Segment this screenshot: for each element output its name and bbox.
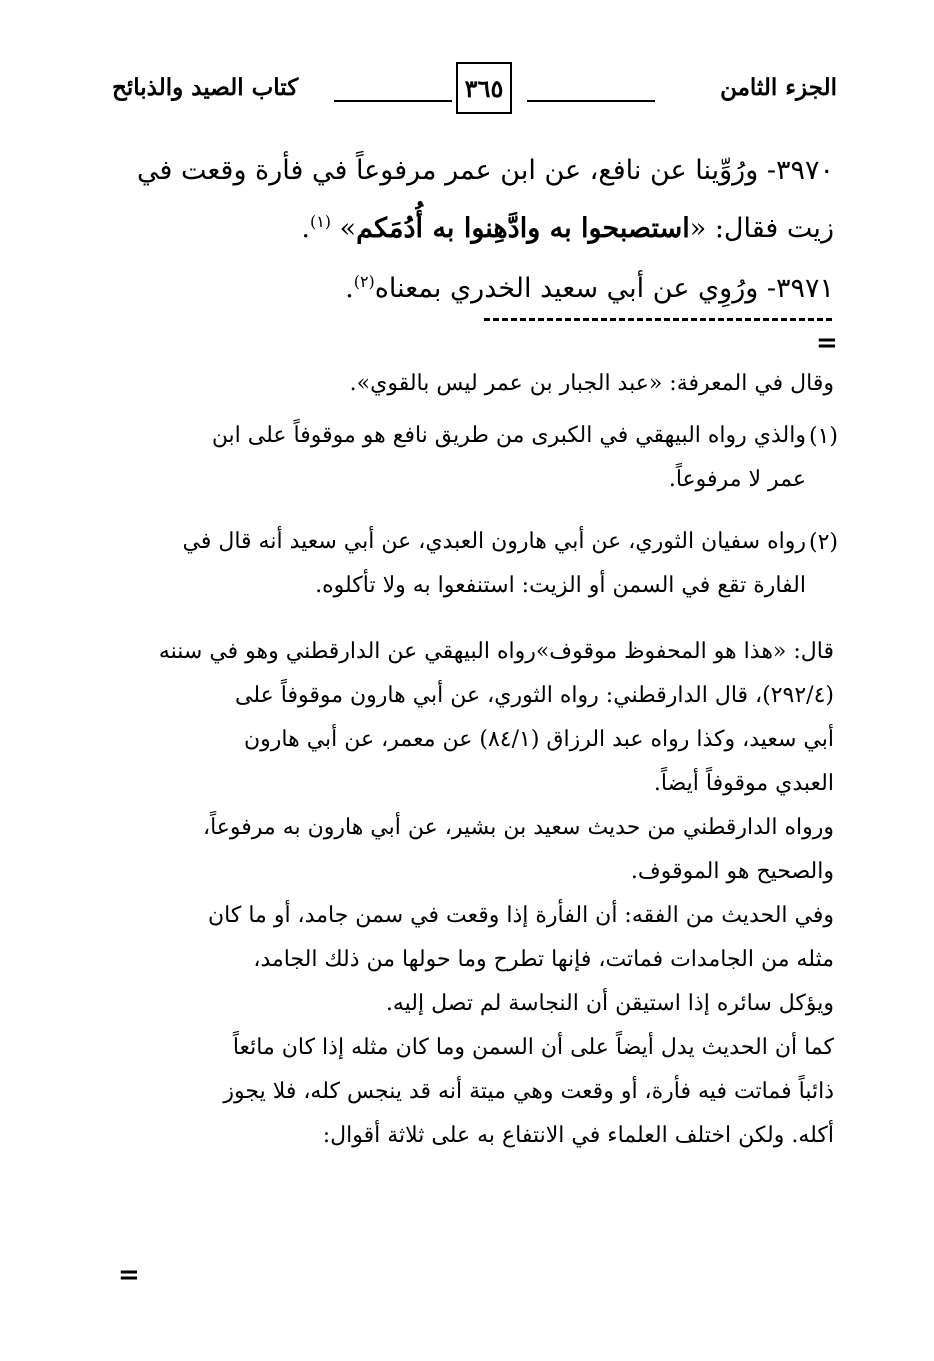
hadith-text: ورُوِّينا عن نافع، عن ابن عمر مرفوعاً في فأرة وقعت في bbox=[137, 155, 759, 186]
hadith-text: ورُوِي عن أبي سعيد الخدري بمعناه bbox=[374, 273, 759, 304]
footnote-line: ذائباً فماتت فيه فأرة، أو وقعت وهي ميتة أنه قد ينجس كله، فلا يجوز bbox=[223, 1079, 834, 1104]
footnote-separator bbox=[484, 318, 832, 321]
continuation-mark-bottom: = bbox=[118, 1260, 140, 1290]
hadith-end: . bbox=[345, 273, 354, 304]
footnote-1 bbox=[116, 414, 806, 502]
footnote-line: (٢٩٢/٤)، قال الدارقطني: رواه الثوري، عن أبي هارون موقوفاً على bbox=[235, 683, 834, 708]
footnote-line: ويؤكل سائره إذا استيقن أن النجاسة لم تصل إليه. bbox=[385, 991, 834, 1016]
hadith-text-prefix: زيت فقال: « bbox=[689, 213, 834, 244]
page-header bbox=[112, 62, 837, 118]
footnote-line: ورواه الدارقطني من حديث سعيد بن بشير، عن أبي هارون به مرفوعاً، bbox=[202, 815, 834, 840]
footnote-ref-1: (١) bbox=[309, 212, 332, 231]
footnote-line: كما أن الحديث يدل أيضاً على أن السمن وما كان مثله إذا كان مائعاً bbox=[232, 1035, 834, 1060]
continuation-mark-top: = bbox=[816, 328, 838, 358]
hadith-text-suffix: » bbox=[339, 213, 357, 244]
footnote-line: قال: «هذا هو المحفوظ موقوف»رواه البيهقي عن الدارقطني وهو في سننه bbox=[158, 639, 834, 664]
hadith-3970-line2 bbox=[114, 200, 834, 258]
footnote-line: وفي الحديث من الفقه: أن الفأرة إذا وقعت في سمن جامد، أو ما كان bbox=[208, 903, 834, 928]
footnote-line: عمر لا مرفوعاً. bbox=[668, 467, 806, 492]
footnote-ref-2: (٢) bbox=[353, 272, 375, 291]
footnote-line: مثله من الجامدات فماتت، فإنها تطرح وما حولها من ذلك الجامد، bbox=[253, 947, 834, 972]
footnote-2 bbox=[116, 520, 806, 608]
page-number-box bbox=[456, 62, 512, 114]
hadith-3970-line1 bbox=[114, 142, 834, 200]
hadith-3971 bbox=[114, 260, 834, 318]
hadith-number: ٣٩٧١- bbox=[766, 273, 834, 304]
footnote-intro: وقال في المعرفة: «عبد الجبار بن عمر ليس بالقوي». bbox=[349, 371, 834, 396]
footnote-line: الفارة تقع في السمن أو الزيت: استنفعوا به ولا تأكلوه. bbox=[315, 573, 806, 598]
footnote-line: والذي رواه البيهقي في الكبرى من طريق نافع هو موقوفاً على ابن bbox=[211, 423, 806, 448]
volume-title: الجزء الثامن bbox=[720, 74, 837, 101]
hadith-number: ٣٩٧٠- bbox=[766, 155, 834, 186]
header-rule-left bbox=[334, 100, 452, 102]
page-number: ٣٦٥ bbox=[464, 73, 504, 103]
footnote-2-continued bbox=[120, 630, 834, 1158]
footnote-line: والصحيح هو الموقوف. bbox=[630, 859, 834, 884]
footnote-line: رواه سفيان الثوري، عن أبي هارون العبدي، عن أبي سعيد أنه قال في bbox=[182, 529, 806, 554]
footnote-number-2: (٢) bbox=[808, 530, 838, 555]
footnote-line: العبدي موقوفاً أيضاً. bbox=[653, 771, 834, 796]
hadith-end: . bbox=[301, 213, 310, 244]
book-title: كتاب الصيد والذبائح bbox=[112, 74, 299, 101]
footnote-number-1: (١) bbox=[808, 424, 838, 449]
header-rule-right bbox=[527, 100, 655, 102]
hadith-quote: استصبحوا به وادَّهِنوا به أُدُمَكم bbox=[356, 213, 690, 244]
footnote-line: أبي سعيد، وكذا رواه عبد الرزاق (٨٤/١) عن معمر، عن أبي هارون bbox=[244, 727, 834, 752]
footnote-line: أكله. ولكن اختلف العلماء في الانتفاع به على ثلاثة أقوال: bbox=[322, 1123, 834, 1148]
